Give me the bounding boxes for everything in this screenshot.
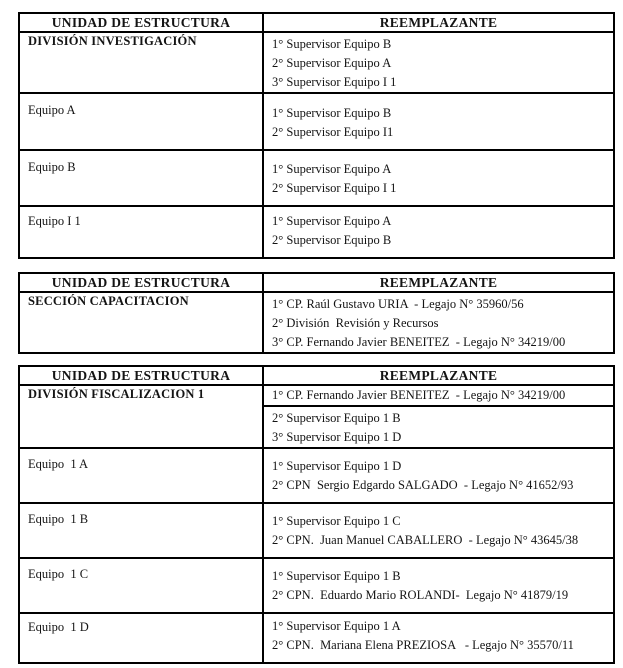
- header-row: [19, 13, 614, 32]
- replacement-line: 3° Supervisor Equipo 1 D: [272, 430, 402, 444]
- replacement-cell: [263, 292, 614, 353]
- replacement-line: 1° Supervisor Equipo A: [272, 162, 392, 176]
- replacement-line: 1° Supervisor Equipo 1 D: [272, 459, 402, 473]
- unit-cell: Equipo 1 B: [19, 503, 263, 558]
- replacement-line: 1° CP. Fernando Javier BENEITEZ - Legajo N° 34219/00: [272, 388, 566, 402]
- replacement-line: 2° CPN. Eduardo Mario ROLANDI- Legajo N° 41879/19: [272, 588, 569, 602]
- replacement-line: 2° Supervisor Equipo I 1: [272, 181, 397, 195]
- replacement-cell: [263, 503, 614, 558]
- table-row: [19, 613, 614, 663]
- unit-cell: Equipo 1 D: [19, 613, 263, 663]
- table-row: [19, 448, 614, 503]
- header-row: [19, 366, 614, 385]
- replacement-line: 2° Supervisor Equipo 1 B: [272, 411, 401, 425]
- column-header-reemplazante: REEMPLAZANTE: [263, 13, 614, 32]
- replacement-cell: [263, 32, 614, 93]
- table-row: [19, 292, 614, 353]
- column-header-unidad-de-estructura: UNIDAD DE ESTRUCTURA: [19, 273, 263, 292]
- table-row: [19, 503, 614, 558]
- replacement-cell: [263, 406, 614, 448]
- replacement-cell: [263, 558, 614, 613]
- unit-cell: SECCIÓN CAPACITACION: [19, 292, 263, 353]
- replacement-line: 1° Supervisor Equipo 1 C: [272, 514, 401, 528]
- unit-cell: Equipo B: [19, 150, 263, 206]
- table-row: [19, 93, 614, 150]
- replacement-cell: [263, 613, 614, 663]
- table-seccion-capacitacion: [18, 272, 615, 354]
- unit-cell: Equipo 1 C: [19, 558, 263, 613]
- column-header-reemplazante: REEMPLAZANTE: [263, 273, 614, 292]
- replacement-line: 1° CP. Raúl Gustavo URIA - Legajo N° 35960/56: [272, 297, 524, 311]
- replacement-line: 2° CPN Sergio Edgardo SALGADO - Legajo N° 41652/93: [272, 478, 574, 492]
- column-header-unidad-de-estructura: UNIDAD DE ESTRUCTURA: [19, 366, 263, 385]
- replacement-line: 1° Supervisor Equipo A: [272, 214, 392, 228]
- replacement-line: 2° División Revisión y Recursos: [272, 316, 439, 330]
- replacement-line: 1° Supervisor Equipo 1 B: [272, 569, 401, 583]
- replacement-line: 2° CPN. Mariana Elena PREZIOSA - Legajo N° 35570/11: [272, 638, 574, 652]
- replacement-line: 2° Supervisor Equipo A: [272, 56, 392, 70]
- table-row: [19, 558, 614, 613]
- table-row: [19, 385, 614, 406]
- replacement-cell: [263, 93, 614, 150]
- replacement-line: 2° Supervisor Equipo I1: [272, 125, 394, 139]
- replacement-cell: [263, 385, 614, 406]
- unit-cell: Equipo A: [19, 93, 263, 150]
- replacement-cell: [263, 206, 614, 258]
- replacement-line: 1° Supervisor Equipo B: [272, 37, 392, 51]
- header-row: [19, 273, 614, 292]
- unit-cell: Equipo 1 A: [19, 448, 263, 503]
- table-division-investigacion: [18, 12, 615, 259]
- replacement-line: 2° Supervisor Equipo B: [272, 233, 392, 247]
- unit-cell: Equipo I 1: [19, 206, 263, 258]
- replacement-line: 1° Supervisor Equipo B: [272, 106, 392, 120]
- replacement-cell: [263, 448, 614, 503]
- column-header-unidad-de-estructura: UNIDAD DE ESTRUCTURA: [19, 13, 263, 32]
- table-row: [19, 206, 614, 258]
- replacement-line: 3° CP. Fernando Javier BENEITEZ - Legajo N° 34219/00: [272, 335, 566, 349]
- unit-cell: DIVISIÓN FISCALIZACION 1: [19, 385, 263, 448]
- column-header-reemplazante: REEMPLAZANTE: [263, 366, 614, 385]
- unit-cell: DIVISIÓN INVESTIGACIÓN: [19, 32, 263, 93]
- replacement-cell: [263, 150, 614, 206]
- replacement-line: 2° CPN. Juan Manuel CABALLERO - Legajo N° 43645/38: [272, 533, 579, 547]
- replacement-line: 3° Supervisor Equipo I 1: [272, 75, 397, 89]
- replacement-line: 1° Supervisor Equipo 1 A: [272, 619, 401, 633]
- table-row: [19, 150, 614, 206]
- table-row: [19, 32, 614, 93]
- table-division-fiscalizacion-1: [18, 365, 615, 664]
